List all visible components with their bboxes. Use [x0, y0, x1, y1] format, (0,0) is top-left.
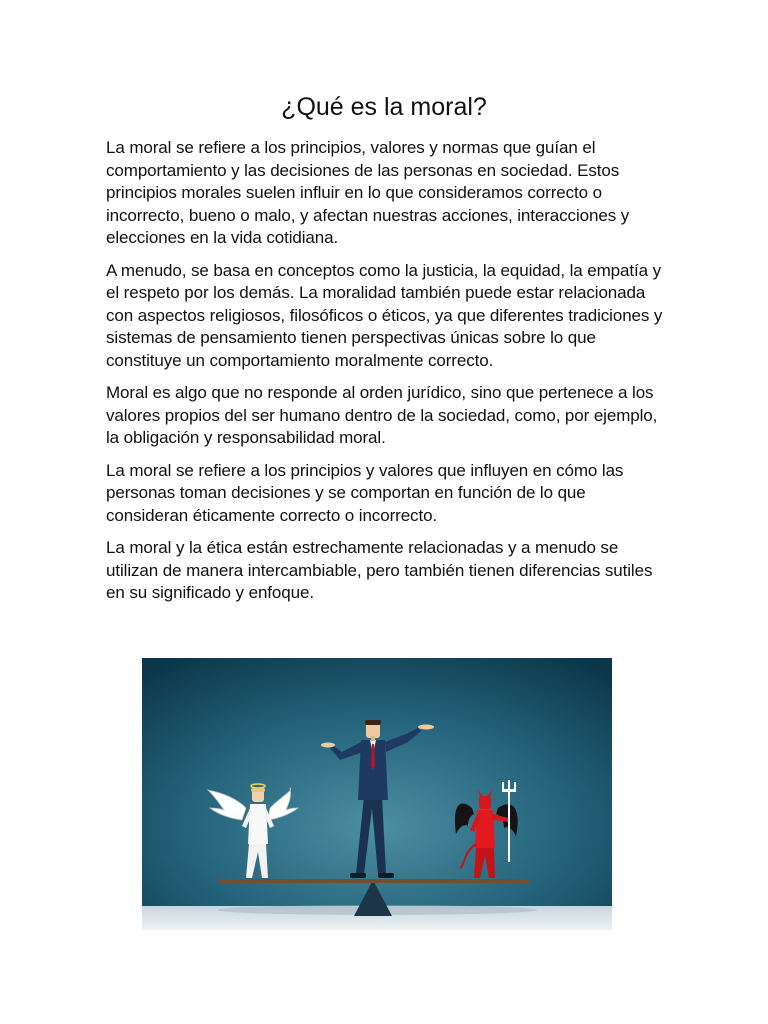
paragraph-2: A menudo, se basa en conceptos como la justicia, la equidad, la empatía y el respeto por los demás. La moralidad también puede estar relacionada con aspectos religiosos, filosóficos o éticos, ya que diferentes tradiciones y sistemas de pensamiento tienen perspectivas únicas sobre lo que constituye un comportamiento moralmente correcto. [106, 260, 663, 370]
balance-plank [218, 879, 530, 883]
paragraph-3: Moral es algo que no responde al orden jurídico, sino que pertenece a los valores propios del ser humano dentro de la sociedad, como, por ejemplo, la obligación y responsabilidad moral. [106, 383, 658, 447]
paragraph-5: La moral y la ética están estrechamente relacionadas y a menudo se utilizan de manera intercambiable, pero también tienen diferencias sutiles en su significado y enfoque. [106, 538, 653, 602]
page-title: ¿Qué es la moral? [281, 93, 487, 121]
moral-balance-illustration [142, 658, 612, 930]
paragraph-1: La moral se refiere a los principios, valores y normas que guían el comportamiento y las decisiones de las personas en sociedad. Estos principios morales suelen influir en lo que consideramos correcto o incorrecto, bueno o malo, y afectan nuestras acciones, interacciones y elecciones en la vida cotidiana. [106, 138, 630, 247]
illustration-svg [142, 658, 612, 930]
paragraph-4: La moral se refiere a los principios y valores que influyen en cómo las personas toman decisiones y se comportan en función de lo que consideran éticamente correcto o incorrecto. [106, 460, 624, 525]
body-text [106, 137, 666, 615]
